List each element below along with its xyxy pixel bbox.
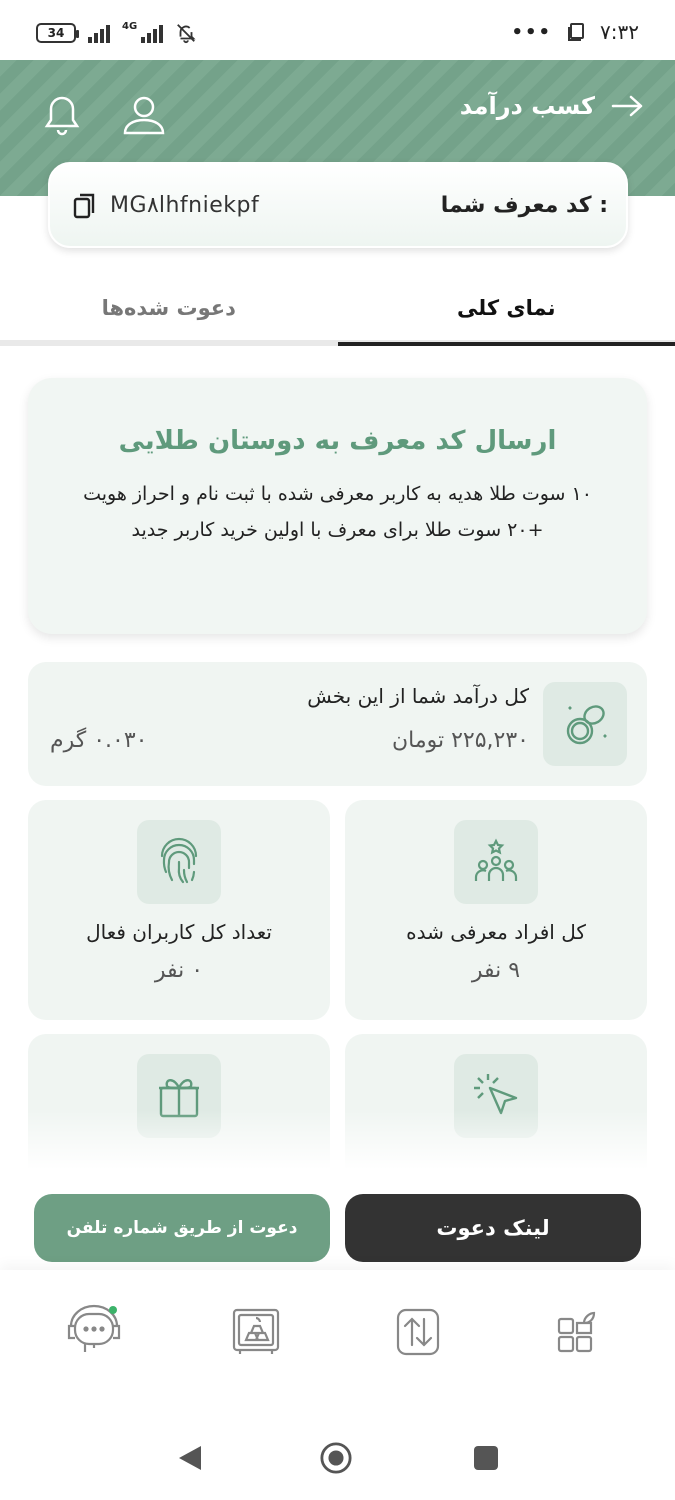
status-bar — [0, 0, 675, 60]
bell-muted-icon — [175, 22, 197, 44]
header-icons — [44, 94, 166, 136]
income-gram: ۰.۰۳۰ گرم — [50, 728, 148, 753]
bottom-nav — [0, 1270, 675, 1410]
more-dots-icon: ••• — [511, 21, 553, 43]
income-toman: ۲۲۵,۲۳۰ تومان — [391, 728, 529, 753]
recents-square-icon — [473, 1445, 499, 1471]
system-home-button[interactable] — [320, 1442, 352, 1474]
clock: ۷:۳۲ — [600, 20, 639, 44]
nav-support[interactable] — [56, 1300, 132, 1364]
status-left — [36, 22, 197, 44]
copy-icon[interactable] — [72, 191, 98, 219]
group-star-icon — [454, 820, 538, 904]
system-nav — [0, 1410, 675, 1500]
nav-transfer[interactable] — [380, 1300, 456, 1364]
signal-icon-2 — [141, 23, 163, 43]
stat-active — [28, 800, 330, 1020]
tab-bar — [0, 276, 675, 346]
stat-referred — [345, 800, 647, 1020]
page-title: کسب درآمد — [459, 92, 595, 120]
stat-referred-value: ۹ نفر — [471, 958, 521, 983]
promo-line-1: ۱۰ سوت طلا هدیه به کاربر معرفی شده با ثبت نام و احراز هویت — [83, 483, 592, 505]
fingerprint-icon — [137, 820, 221, 904]
promo-title: ارسال کد معرف به دوستان طلایی — [118, 426, 557, 456]
stat-active-title: تعداد کل کاربران فعال — [86, 920, 272, 944]
income-card — [28, 662, 647, 786]
nav-vault[interactable] — [218, 1300, 294, 1364]
nav-dashboard[interactable] — [540, 1300, 616, 1364]
support-icon — [59, 1304, 129, 1360]
stat-referred-title: کل افراد معرفی شده — [406, 920, 586, 944]
header-title-row[interactable] — [460, 92, 645, 120]
signal-icon — [88, 23, 110, 43]
invite-phone-button[interactable]: دعوت از طریق شماره تلفن — [34, 1194, 330, 1262]
referral-code-wrap[interactable] — [72, 191, 259, 219]
home-circle-icon — [320, 1441, 352, 1475]
promo-card — [28, 378, 647, 634]
content-scroll[interactable] — [0, 352, 675, 1170]
system-back-button[interactable] — [174, 1442, 206, 1474]
dashboard-icon — [556, 1309, 600, 1355]
arrow-right-icon[interactable] — [611, 94, 645, 118]
coins-icon — [543, 682, 627, 766]
battery-icon — [36, 23, 76, 43]
bell-icon[interactable] — [44, 94, 80, 136]
content-fade — [0, 1110, 675, 1180]
income-title: کل درآمد شما از این بخش — [307, 684, 529, 708]
screen-icon — [566, 22, 586, 42]
referral-code: MG۸lhfniekpf — [110, 192, 260, 218]
promo-line-2: +۲۰ سوت طلا برای معرف با اولین خرید کاربر جدید — [131, 519, 544, 541]
referral-code-card — [48, 162, 628, 248]
tab-overview[interactable]: نمای کلی — [338, 276, 675, 340]
referral-label: کد معرف شما : — [440, 192, 608, 218]
system-recents-button[interactable] — [470, 1442, 502, 1474]
battery-level: 34 — [47, 26, 65, 40]
transfer-icon — [395, 1307, 441, 1357]
stat-active-value: ۰ نفر — [154, 958, 204, 983]
user-icon[interactable] — [122, 95, 166, 135]
status-right — [512, 20, 639, 44]
back-triangle-icon — [177, 1444, 203, 1472]
tab-invited[interactable]: دعوت شده‌ها — [101, 296, 236, 320]
network-type: 4G — [122, 21, 138, 32]
gold-vault-icon — [230, 1306, 282, 1358]
invite-link-button[interactable]: لینک دعوت — [345, 1194, 641, 1262]
